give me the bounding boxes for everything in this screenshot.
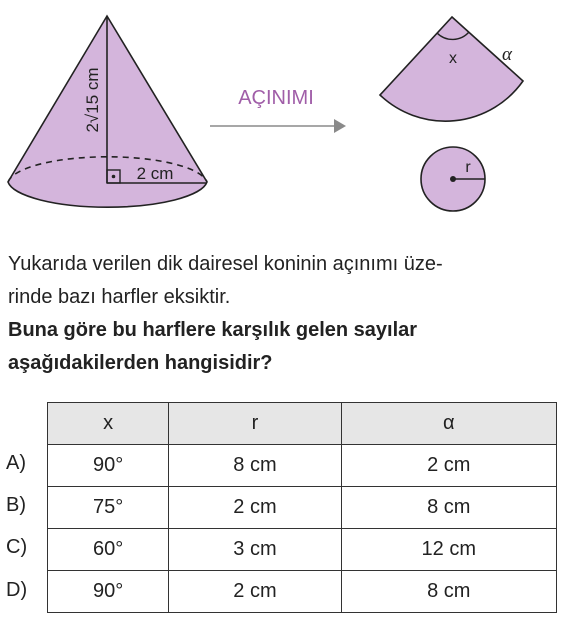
base-radius-label: r xyxy=(465,159,471,176)
option-letter-b[interactable]: B) xyxy=(6,494,26,516)
header-x: x xyxy=(48,403,169,445)
cell-alpha: 2 cm xyxy=(341,445,556,487)
sector-radius-label: α xyxy=(502,44,512,65)
question-prompt xyxy=(8,314,564,380)
header-r: r xyxy=(169,403,341,445)
cell-alpha: 8 cm xyxy=(341,571,556,613)
option-letter-a[interactable]: A) xyxy=(6,452,26,474)
option-letter-d[interactable]: D) xyxy=(6,579,28,601)
cone-drawing xyxy=(8,16,207,207)
option-row-b[interactable] xyxy=(48,487,557,529)
question-prompt-line-2: aşağıdakilerden hangisidir? xyxy=(8,352,273,374)
question-stem-line-2: rinde bazı harfler eksiktir. xyxy=(8,286,231,308)
right-angle-dot xyxy=(112,175,116,179)
arrow-label: AÇINIMI xyxy=(238,87,314,109)
cell-alpha: 8 cm xyxy=(341,487,556,529)
option-row-a[interactable] xyxy=(48,445,557,487)
answer-table xyxy=(47,402,557,613)
cell-x: 75° xyxy=(48,487,169,529)
cell-x: 90° xyxy=(48,445,169,487)
cell-r: 8 cm xyxy=(169,445,341,487)
option-row-c[interactable] xyxy=(48,529,557,571)
cell-x: 90° xyxy=(48,571,169,613)
option-row-d[interactable] xyxy=(48,571,557,613)
question-stem-line-1: Yukarıda verilen dik dairesel koninin açınımı üze- xyxy=(8,253,443,275)
cell-alpha: 12 cm xyxy=(341,529,556,571)
cone-height-label: 2√15 cm xyxy=(83,67,102,133)
question-stem xyxy=(8,248,564,314)
net-arrow xyxy=(210,87,346,133)
cone-radius-label: 2 cm xyxy=(136,164,174,183)
lateral-sector xyxy=(380,17,523,121)
header-alpha: α xyxy=(341,403,556,445)
cone-figure xyxy=(0,0,572,235)
cell-r: 3 cm xyxy=(169,529,341,571)
cell-r: 2 cm xyxy=(169,487,341,529)
cone-net xyxy=(380,17,523,211)
question-prompt-line-1: Buna göre bu harflere karşılık gelen sayılar xyxy=(8,319,418,341)
cell-r: 2 cm xyxy=(169,571,341,613)
arrow-head xyxy=(334,119,346,133)
answer-table-header xyxy=(48,403,557,445)
cell-x: 60° xyxy=(48,529,169,571)
option-letter-c[interactable]: C) xyxy=(6,536,28,558)
sector-angle-label: x xyxy=(449,50,457,67)
